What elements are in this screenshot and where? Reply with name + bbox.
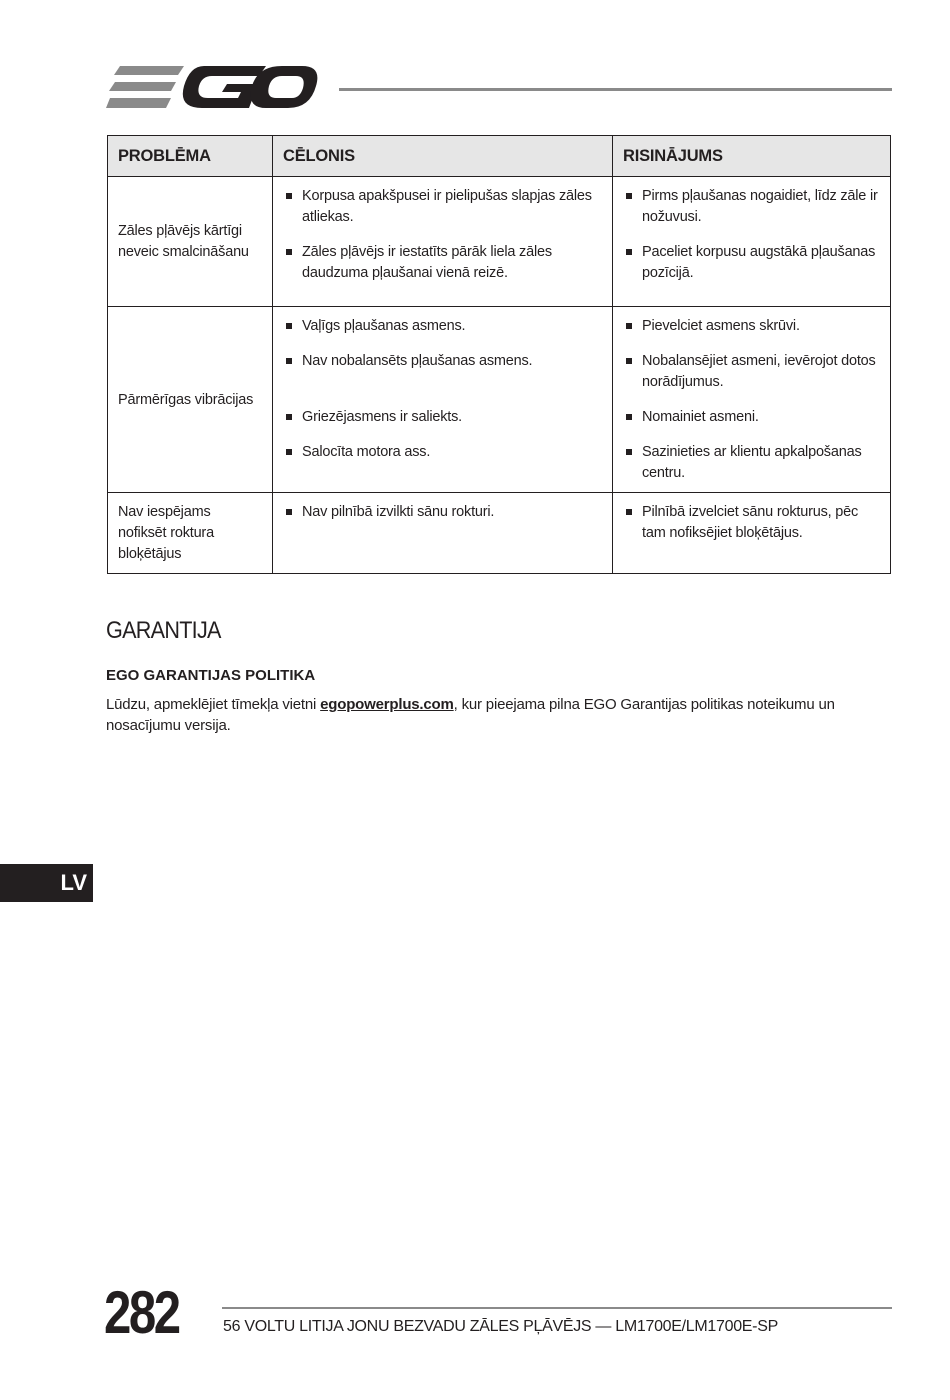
warranty-text-before: Lūdzu, apmeklējiet tīmekļa vietni (106, 696, 321, 713)
cause-item: Zāles pļāvējs ir iestatīts pārāk liela zāles daudzuma pļaušanai vienā reizē. (283, 242, 602, 284)
solution-cell (613, 307, 891, 493)
warranty-paragraph (106, 694, 866, 736)
footer-rule (222, 1307, 892, 1309)
solution-item: Pilnībā izvelciet sānu rokturus, pēc tam nofiksējiet bloķētājus. (623, 502, 880, 544)
solution-item: Paceliet korpusu augstākā pļaušanas pozīcijā. (623, 242, 880, 284)
page-number: 282 (104, 1279, 179, 1346)
cause-item: Nav nobalansēts pļaušanas asmens. (283, 351, 602, 372)
solution-item: Nomainiet asmeni. (623, 407, 880, 428)
header-rule (339, 88, 892, 91)
section-title-warranty: GARANTIJA (106, 617, 221, 644)
cause-cell (273, 177, 613, 307)
problem-cell: Zāles pļāvējs kārtīgi neveic smalcināšanu (108, 177, 273, 307)
troubleshooting-table (107, 135, 891, 574)
problem-cell: Pārmērīgas vibrācijas (108, 307, 273, 493)
warranty-text-after: , kur pieejama pilna EGO Garantijas politikas noteikumu un nosacījumu versija. (106, 696, 835, 734)
cause-item: Griezējasmens ir saliekts. (283, 407, 602, 428)
solution-cell (613, 177, 891, 307)
cause-item: Salocīta motora ass. (283, 442, 602, 463)
solution-item: Nobalansējiet asmeni, ievērojot dotos norādījumus. (623, 351, 880, 393)
problem-cell: Nav iespējams nofiksēt roktura bloķētājus (108, 493, 273, 574)
cause-item: Nav pilnībā izvilkti sānu rokturi. (283, 502, 602, 523)
table-header-row (108, 136, 891, 177)
header-problem: PROBLĒMA (108, 136, 273, 177)
table-row (108, 177, 891, 307)
solution-item: Sazinieties ar klientu apkalpošanas centru. (623, 442, 880, 484)
cause-item: Vaļīgs pļaušanas asmens. (283, 316, 602, 337)
footer-title: 56 VOLTU LITIJA JONU BEZVADU ZĀLES PĻĀVĒJS — LM1700E/LM1700E-SP (223, 1318, 778, 1335)
header-cause: CĒLONIS (273, 136, 613, 177)
cause-item: Korpusa apakšpusei ir pielipušas slapjas zāles atliekas. (283, 186, 602, 228)
language-tab: LV (0, 864, 93, 902)
solution-item: Pievelciet asmens skrūvi. (623, 316, 880, 337)
logo-stripes (106, 66, 184, 108)
cause-cell (273, 493, 613, 574)
ego-logo (106, 62, 318, 112)
solution-cell (613, 493, 891, 574)
table-row (108, 493, 891, 574)
warranty-link[interactable]: egopowerplus.com (320, 696, 454, 713)
table-row (108, 307, 891, 493)
warranty-policy-subtitle: EGO GARANTIJAS POLITIKA (106, 667, 316, 684)
cause-cell (273, 307, 613, 493)
header-solution: RISINĀJUMS (613, 136, 891, 177)
solution-item: Pirms pļaušanas nogaidiet, līdz zāle ir nožuvusi. (623, 186, 880, 228)
